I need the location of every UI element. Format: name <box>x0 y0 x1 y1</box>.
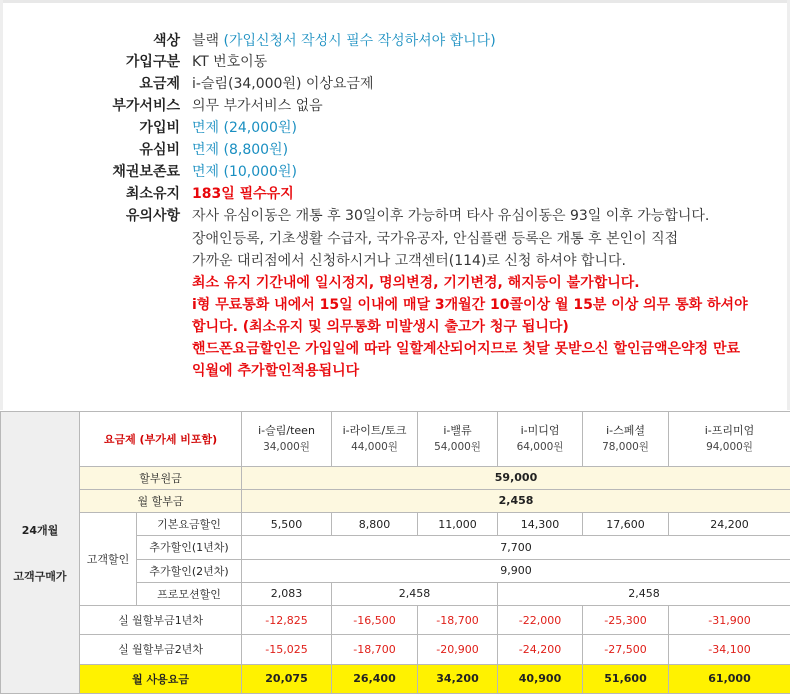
extra-discount-2-value: 9,900 <box>242 559 790 582</box>
info-row-addon <box>0 95 790 117</box>
installment-principal-row <box>1 466 790 489</box>
plan-price: 78,000원 <box>602 440 649 453</box>
monthly-fee-value: 51,600 <box>583 664 669 693</box>
real-year2-label: 실 월할부금2년차 <box>80 635 242 664</box>
plan-header <box>418 412 498 467</box>
real-year2-value: -15,025 <box>242 635 332 664</box>
extra-discount-1-label: 추가할인(1년차) <box>137 536 242 559</box>
real-year1-value: -31,900 <box>669 605 790 634</box>
plan-name: i-프리미엄 <box>704 423 755 437</box>
warning-line: i형 무료통화 내에서 15일 이내에 매달 3개월간 10콜이상 월 15분 이상 의무 통화 하셔야 <box>192 297 748 313</box>
info-row-bond-fee <box>0 161 790 183</box>
real-year2-value: -20,900 <box>418 635 498 664</box>
monthly-fee-value: 26,400 <box>332 664 418 693</box>
price-table <box>0 411 790 694</box>
real-year1-value: -12,825 <box>242 605 332 634</box>
warning-line: 합니다. (최소유지 및 의무통화 미발생시 출고가 청구 됩니다) <box>192 319 569 335</box>
monthly-fee-row <box>1 664 790 693</box>
min-keep-value: 183일 필수유지 <box>192 186 294 202</box>
real-year1-value: -25,300 <box>583 605 669 634</box>
plan-name: i-슬림/teen <box>258 423 315 437</box>
plan-price: 64,000원 <box>516 440 564 453</box>
monthly-fee-value: 34,200 <box>418 664 498 693</box>
real-year2-value: -24,200 <box>498 635 583 664</box>
real-year2-value: -34,100 <box>669 635 790 664</box>
note-line: 자사 유심이동은 개통 후 30일이후 가능하며 타사 유심이동은 93일 이후 가능합니다. <box>192 208 710 224</box>
info-row-min-keep <box>0 183 790 205</box>
note-line: 장애인등록, 기초생활 수급자, 국가유공자, 안심플랜 등록은 개통 후 본인이 직접 <box>192 231 679 247</box>
warning-line: 핸드폰요금할인은 가입일에 따라 일할계산되어지므로 첫달 못받으신 할인금액은약정 만료 <box>192 341 741 357</box>
real-year2-value: -27,500 <box>583 635 669 664</box>
color-label: 색상 <box>152 33 180 49</box>
basic-discount-value: 11,000 <box>418 513 498 536</box>
plan-name: i-밸류 <box>443 423 472 437</box>
info-row-join-fee <box>0 117 790 139</box>
basic-discount-label: 기본요금할인 <box>137 513 242 536</box>
plan-value: i-슬림(34,000원) 이상요금제 <box>192 76 374 92</box>
plan-label: 요금제 <box>139 76 180 92</box>
plan-caption: 요금제 (부가세 비포함) <box>80 412 242 467</box>
installment-principal-label: 할부원금 <box>80 466 242 489</box>
promo-discount-label: 프로모션할인 <box>137 582 242 605</box>
plan-name: i-미디엄 <box>520 423 560 437</box>
info-row-color <box>0 30 790 52</box>
join-fee-value: 면제 (24,000원) <box>192 120 297 136</box>
side-label-cell <box>1 412 80 694</box>
basic-discount-value: 5,500 <box>242 513 332 536</box>
plan-name: i-라이트/토크 <box>342 423 407 437</box>
real-year2-value: -18,700 <box>332 635 418 664</box>
monthly-installment-value: 2,458 <box>242 489 790 512</box>
basic-discount-row <box>1 513 790 536</box>
plan-header <box>498 412 583 467</box>
join-type-value: KT 번호이동 <box>192 54 268 70</box>
addon-label: 부가서비스 <box>112 98 180 114</box>
real-year2-row <box>1 635 790 664</box>
join-fee-label: 가입비 <box>139 120 180 136</box>
promo-discount-value: 2,458 <box>332 582 498 605</box>
plan-header <box>669 412 790 467</box>
color-note: (가입신청서 작성시 필수 작성하셔야 합니다) <box>223 33 496 49</box>
monthly-fee-value: 61,000 <box>669 664 790 693</box>
note-line: 가까운 대리점에서 신청하시거나 고객센터(114)로 신청 하셔야 합니다. <box>192 253 626 269</box>
real-year1-value: -22,000 <box>498 605 583 634</box>
side-label-months: 24개월 <box>21 523 59 537</box>
basic-discount-value: 14,300 <box>498 513 583 536</box>
monthly-fee-value: 20,075 <box>242 664 332 693</box>
plan-price: 44,000원 <box>351 440 398 453</box>
plan-price: 94,000원 <box>706 440 753 453</box>
color-name: 블랙 <box>192 33 220 49</box>
addon-value: 의무 부가서비스 없음 <box>192 98 323 114</box>
plan-header <box>242 412 332 467</box>
monthly-fee-value: 40,900 <box>498 664 583 693</box>
header-row <box>1 412 790 467</box>
monthly-installment-label: 월 할부금 <box>80 489 242 512</box>
color-value <box>192 30 496 52</box>
notes-label: 유의사항 <box>125 208 180 224</box>
real-year1-row <box>1 605 790 634</box>
warning-line: 최소 유지 기간내에 일시정지, 명의변경, 기기변경, 해지등이 불가합니다. <box>192 275 640 291</box>
customer-discount-label: 고객할인 <box>80 513 137 606</box>
info-row-plan <box>0 73 790 95</box>
plan-header <box>332 412 418 467</box>
usim-fee-label: 유심비 <box>139 142 180 158</box>
monthly-installment-row <box>1 489 790 512</box>
basic-discount-value: 17,600 <box>583 513 669 536</box>
usim-fee-value: 면제 (8,800원) <box>192 142 289 158</box>
basic-discount-value: 8,800 <box>332 513 418 536</box>
side-label-purchase: 고객구매가 <box>13 569 67 583</box>
bond-fee-value: 면제 (10,000원) <box>192 164 297 180</box>
bond-fee-label: 채권보존료 <box>112 164 180 180</box>
plan-header <box>583 412 669 467</box>
monthly-fee-label: 월 사용요금 <box>80 664 242 693</box>
installment-principal-value: 59,000 <box>242 466 790 489</box>
join-type-label: 가입구분 <box>125 54 180 70</box>
plan-name: i-스페셜 <box>606 423 645 437</box>
frame-top-border <box>0 0 790 3</box>
basic-discount-value: 24,200 <box>669 513 790 536</box>
extra-discount-1-value: 7,700 <box>242 536 790 559</box>
real-year1-value: -18,700 <box>418 605 498 634</box>
warning-line: 익월에 추가할인적용됩니다 <box>192 363 360 379</box>
promo-discount-value: 2,458 <box>498 582 790 605</box>
min-keep-label: 최소유지 <box>125 186 180 202</box>
plan-price: 54,000원 <box>434 440 481 453</box>
real-year1-label: 실 월할부금1년차 <box>80 605 242 634</box>
real-year1-value: -16,500 <box>332 605 418 634</box>
info-row-join-type <box>0 51 790 73</box>
info-row-usim-fee <box>0 139 790 161</box>
promo-discount-value: 2,083 <box>242 582 332 605</box>
extra-discount-2-label: 추가할인(2년차) <box>137 559 242 582</box>
plan-price: 34,000원 <box>263 440 310 453</box>
